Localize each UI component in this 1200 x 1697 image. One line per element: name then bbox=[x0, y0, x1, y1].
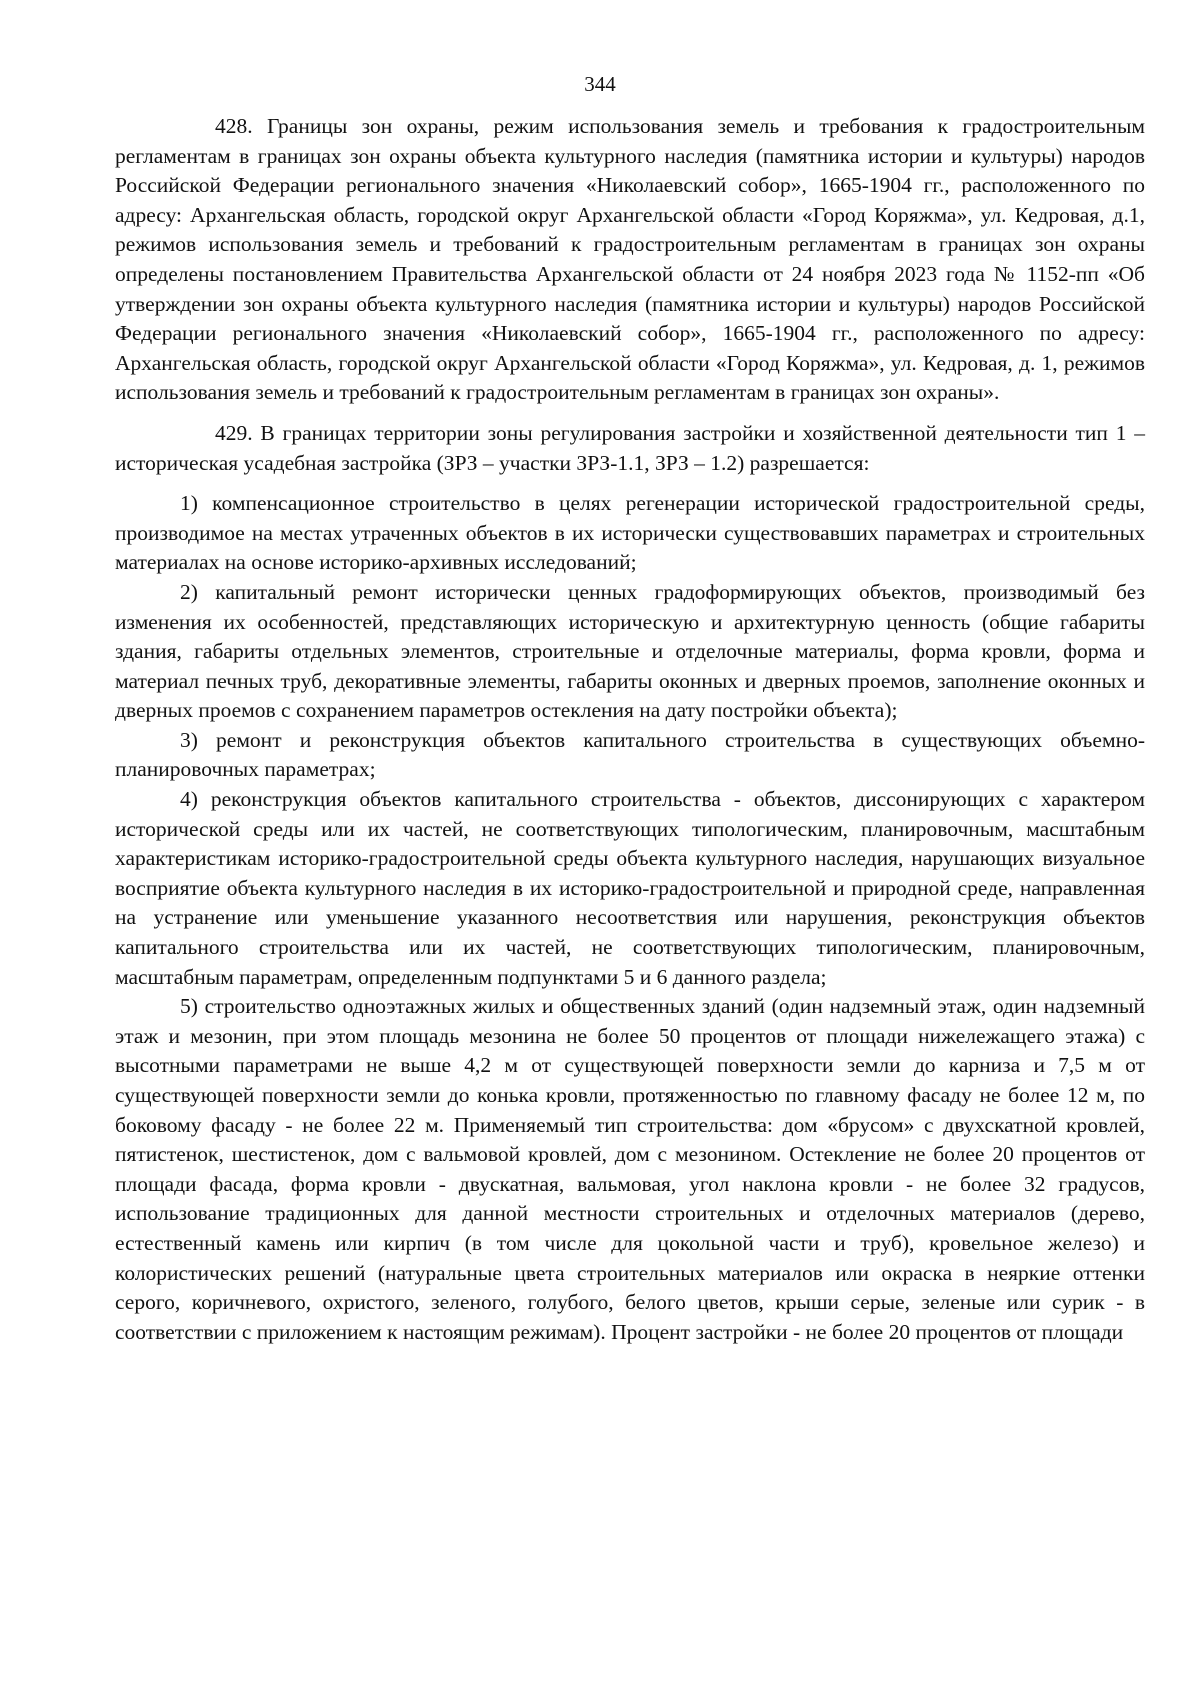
page-number: 344 bbox=[584, 72, 616, 96]
list-item-2: 2) капитальный ремонт исторически ценных градоформирующих объектов, производимый без изменения их особенностей, представляющих историческую и архитектурную ценность (общие габариты здания, габариты отдельных элементов, строительные и отделочные материалы, форма кровли, форма и материал печных труб, декоративные элементы, габариты оконных и дверных проемов, заполнение оконных и дверных проемов с сохранением параметров остекления на дату постройки объекта); bbox=[115, 579, 1145, 723]
paragraph-429: 429. В границах территории зоны регулирования застройки и хозяйственной деятельности тип 1 – историческая усадебная застройка (ЗРЗ – участки ЗРЗ-1.1, ЗРЗ – 1.2) разрешается: bbox=[115, 420, 1145, 475]
document-body bbox=[115, 112, 1145, 1347]
list-item-5: 5) строительство одноэтажных жилых и общественных зданий (один надземный этаж, один надземный этаж и мезонин, при этом площадь мезонина не более 50 процентов от площади нижележащего этажа) с высотными параметрами не выше 4,2 м от существующей поверхности земли до карниза и 7,5 м от существующей поверхности земли до конька кровли, протяженностью по главному фасаду не более 12 м, по боковому фасаду - не более 22 м. Применяемый тип строительства: дом «брусом» с двухскатной кровлей, пятистенок, шестистенок, дом с вальмовой кровлей, дом с мезонином. Остекление не более 20 процентов от площади фасада, форма кровли - двускатная, вальмовая, угол наклона кровли - не более 32 градусов, использование традиционных для данной местности строительных и отделочных материалов (дерево, естественный камень или кирпич (в том числе для цокольной части и труб), кровельное железо) и колористических решений (натуральные цвета строительных материалов или окраска в неяркие оттенки серого, коричневого, охристого, зеленого, голубого, белого цветов, крыши серые, зеленые или сурик - в соответствии с приложением к настоящим режимам). Процент застройки - не более 20 процентов от площади bbox=[115, 994, 1145, 1344]
list-item-1: 1) компенсационное строительство в целях регенерации исторической градостроительной среды, производимое на местах утраченных объектов в их исторически существовавших параметрах и строительных материалах на основе историко-архивных исследований; bbox=[115, 491, 1145, 575]
list-item-4: 4) реконструкция объектов капитального строительства - объектов, диссонирующих с характером исторической среды или их частей, не соответствующих типологическим, планировочным, масштабным характеристикам историко-градостроительной среды объекта культурного наследия, нарушающих визуальное восприятие объекта культурного наследия в их историко-градостроительной и природной среде, направленная на устранение или уменьшение указанного несоответствия или нарушения, реконструкция объектов капитального строительства или их частей, не соответствующих типологическим, планировочным, масштабным параметрам, определенным подпунктами 5 и 6 данного раздела; bbox=[115, 787, 1145, 989]
paragraph-428: 428. Границы зон охраны, режим использования земель и требования к градостроительным регламентам в границах зон охраны объекта культурного наследия (памятника истории и культуры) народов Российской Федерации регионального значения «Николаевский собор», 1665-1904 гг., расположенного по адресу: Архангельская область, городской округ Архангельской области «Город Коряжма», ул. Кедровая, д.1, режимов использования земель и требований к градостроительным регламентам в границах зон охраны определены постановлением Правительства Архангельской области от 24 ноября 2023 года № 1152-пп «Об утверждении зон охраны объекта культурного наследия (памятника истории и культуры) народов Российской Федерации регионального значения «Николаевский собор», 1665-1904 гг., расположенного по адресу: Архангельская область, городской округ Архангельской области «Город Коряжма», ул. Кедровая, д. 1, режимов использования земель и требований к градостроительным регламентам в границах зон охраны». bbox=[115, 114, 1145, 405]
list-item-3: 3) ремонт и реконструкция объектов капитального строительства в существующих объемно-планировочных параметрах; bbox=[115, 727, 1145, 782]
